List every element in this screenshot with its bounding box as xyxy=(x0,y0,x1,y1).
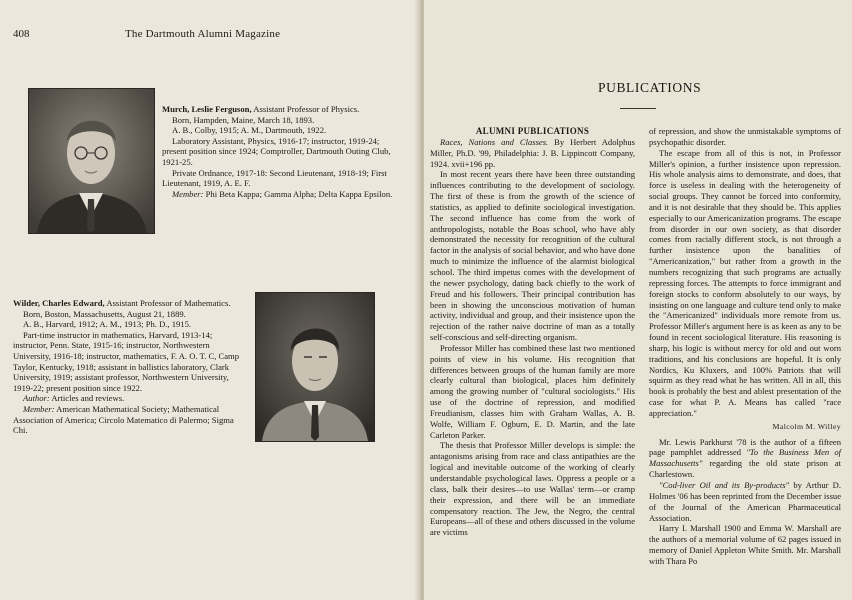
holmes-note: by Arthur D. Holmes '06 has been reprinted from the December issue of the Journal of the American Pharmaceutical Association. xyxy=(649,480,841,523)
murch-military: Private Ordnance, 1917-18: Second Lieutenant, 1918-19; First Lieutenant, 1919, A. E. F. xyxy=(162,167,387,189)
murch-career: Laboratory Assistant, Physics, 1916-17; instructor, 1919-24; present position since 1924; Comptroller, Dartmouth Outing Club, 1921-25. xyxy=(162,135,391,167)
murch-member: Phi Beta Kappa; Gamma Alpha; Delta Kappa Epsilon. xyxy=(203,188,393,199)
review-paragraph-3: The thesis that Professor Miller develops is simple: the antagonisms arising from race and class antipathies are the logical and inevitable outcome of the working of clearly understandable psychological laws. Oppress a people or a class, balk their desires—to use Wallas' term—or cramp their expression, and there will be an immediate compensatory reaction. The Jew, the Negro, the central Europeans—all of these and others discussed in the volume are victims xyxy=(430,440,635,538)
wilder-title: Assistant Professor of Mathematics. xyxy=(104,298,231,308)
wilder-portrait xyxy=(255,292,375,442)
parkhurst-note-end: regarding the old state prison at Charlestown. xyxy=(649,458,841,480)
wilder-author: Articles and reviews. xyxy=(49,393,125,404)
murch-degrees: A. B., Colby, 1915; A. M., Dartmouth, 1922. xyxy=(172,125,327,136)
marshall-note: Harry I. Marshall 1900 and Emma W. Marshall are the authors of a memorial volume of 62 pages issued in memory of Daniel Appleton White Smith. Mr. Marshall with Thara Po xyxy=(649,523,841,566)
review-citation: By Herbert Adolphus Miller, Ph.D. '99, Philadelphia: J. B. Lippincott Company, 1924. xvii+196 pp. xyxy=(430,136,635,169)
wilder-name: Wilder, Charles Edward, xyxy=(13,298,105,308)
holmes-article-title: "Cod-liver Oil and its By-products" xyxy=(659,480,790,490)
murch-member-label: Member: xyxy=(172,188,204,199)
parkhurst-note: Mr. Lewis Parkhurst '78 is the author of a fifteen page pamphlet addressed xyxy=(649,436,841,458)
wilder-biography xyxy=(13,298,249,436)
review-continuation: of repression, and show the unmistakable symptoms of psychopathic disorder. xyxy=(649,126,841,147)
wilder-born: Born, Boston, Massachusetts, August 21, 1889. xyxy=(23,308,186,319)
murch-biography xyxy=(162,104,406,199)
publications-heading: PUBLICATIONS xyxy=(598,80,702,95)
murch-name: Murch, Leslie Ferguson, xyxy=(162,104,252,114)
review-paragraph-2: Professor Miller has combined these last two mentioned points of view in his volume. His recognition that differences between groups of the human family are more clearly cultural than biological, places him definitely among the growing number of "cultural sociologists." His use of the doctrine of repression, and modified Freudianism, classes him with Graham Wallas, A. B. Wolfe, William F. Ogburn, E. D. Martin, and the late Carleton Parker. xyxy=(430,342,635,440)
heading-rule xyxy=(620,108,656,109)
review-book-title: Races, Nations and Classes. xyxy=(440,136,549,147)
review-signature: Malcolm M. Willey xyxy=(772,421,841,431)
parkhurst-pamphlet-title: "To the Business Men of Massachusetts" xyxy=(649,447,841,469)
wilder-member: American Mathematical Society; Mathematical Association of America; Circolo Matematico di Palermo; Sigma Chi. xyxy=(13,403,234,436)
left-page xyxy=(0,0,420,600)
wilder-member-label: Member: xyxy=(23,403,55,414)
running-head: The Dartmouth Alumni Magazine xyxy=(125,28,281,40)
murch-portrait xyxy=(28,88,155,234)
review-paragraph-1: In most recent years there have been three outstanding influences contributing to the development of sociology. The first of these is from the growth of the science of statistics, as applied to definite sociological investigation. The second influence has come from the work of anthropologists, notable the Boas school, who have ably demonstrated the necessity for recognition of the cultural factor in the analysis of social behavior, and who have done much to minimize the influence of the alarmist biological school. The third impetus comes with the development of the newer psychology, dating back chiefly to the work of Freud and his followers. Their principal contribution has been in showing the unconscious motivation of human activity, individual and group, and their insistence upon the rejection of the rather naive doctrine of man as a totally self-conscious and self-directing organism. xyxy=(430,169,635,343)
publications-column-1 xyxy=(430,126,635,538)
alumni-publications-heading: ALUMNI PUBLICATIONS xyxy=(475,126,590,136)
wilder-author-label: Author: xyxy=(23,393,50,404)
murch-title: Assistant Professor of Physics. xyxy=(251,104,360,114)
murch-born: Born, Hampden, Maine, March 18, 1893. xyxy=(172,114,315,125)
wilder-career: Part-time instructor in mathematics, Harvard, 1913-14; instructor, Penn. State, 1915-16; instructor, Northwestern University, 1916-18; instructor, mathematics, F. A. O. T. C, Camp Taylor, Kentucky, 1918; assistant in ballistics laboratory, Clark University, 1919; assistant professor, Northwestern University, 1919-22; present position since 1922. xyxy=(13,329,240,393)
review-paragraph-4: The escape from all of this is not, in Professor Miller's opinion, a further insistence upon repression. His whole analysis aims to demonstrate, and does, that force is useless in dealing with the heterogeneity of social groups. They cannot be forced into conformity, and it is not desirable that they should be. This applies especially to our Americanization programs. The escape from disorder in our own society, as that disorder comes from racially different stock, is not through a further insistence upon the banalities of "Americanization," but rather from a growth in the numbers recognizing that such programs are actually repressing forces. The attempts to force immigrant and foreign stocks to conform absolutely to our ways, by insisting on one language and culture tend only to make the "Americanized" individuals more remote from us. Professor Miller's argument here is as keen as any to be found in recent sociological literature. His reasoning is sharp, his logic is without mercy for old and out worn traditions, and his conclusions are hopeful. It is only Nordics, Ku Kluxers, and 100% Patriots that will squirm as they read what he has written. All in all, this book is probably the best and ablest presentation of the case for what P. A. Means has called "race appreciation." xyxy=(649,147,841,418)
page-number: 408 xyxy=(13,28,30,40)
wilder-degrees: A. B., Harvard, 1912; A. M., 1913; Ph. D., 1915. xyxy=(23,319,192,330)
publications-column-2 xyxy=(649,126,841,567)
